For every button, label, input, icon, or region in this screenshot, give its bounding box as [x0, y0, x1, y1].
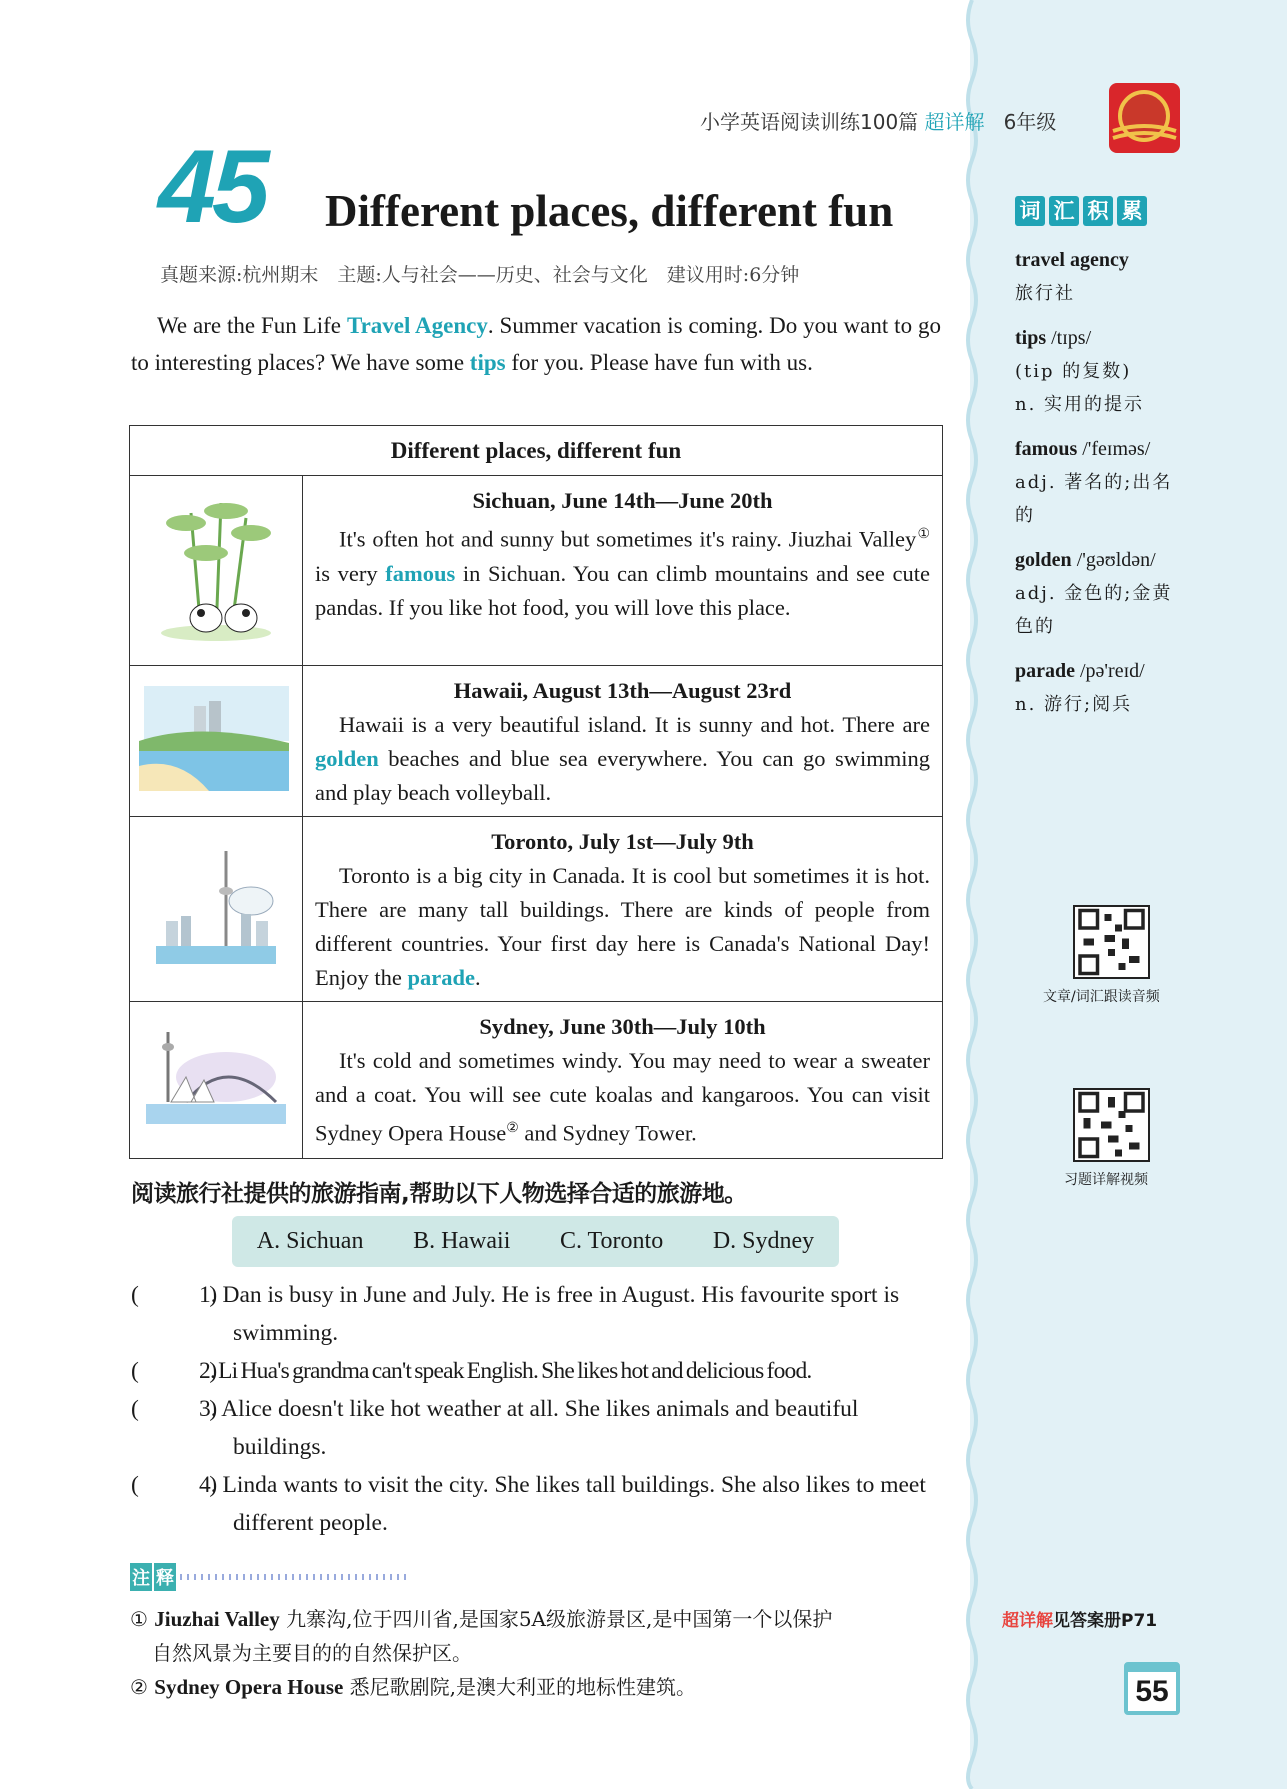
publisher-logo: [1109, 83, 1180, 153]
question-3: ( ) 3. Alice doesn't like hot weather at all. She likes animals and beautiful buildings.: [131, 1390, 943, 1466]
answer-reference: 超详解见答案册P71: [1002, 1611, 1158, 1631]
series-title: 小学英语阅读训练100篇: [700, 110, 919, 134]
sydney-opera-house-image: [130, 1002, 303, 1159]
footnote-marker: ①: [916, 527, 930, 542]
answer-blank[interactable]: ( ): [131, 1472, 218, 1498]
qr-video-caption: 习题详解视频: [1064, 1172, 1148, 1188]
option-c: C. Toronto: [559, 1228, 664, 1254]
keyword: parade: [407, 965, 475, 990]
hawaii-beach-image: [130, 666, 303, 817]
place-description: Hawaii is a very beautiful island. It is sunny and hot. There are golden beaches and blue sea everywhere. You can go swimming and play beach volleyball.: [315, 712, 930, 805]
dotted-rule: [178, 1571, 408, 1583]
answer-blank[interactable]: ( ): [131, 1358, 218, 1384]
vocab-heading: 词 汇 积 累: [1015, 196, 1147, 226]
qr-audio-caption: 文章/词汇跟读音频: [1043, 989, 1160, 1005]
qr-code-video[interactable]: [1073, 1088, 1150, 1162]
answer-blank[interactable]: ( ): [131, 1396, 218, 1422]
place-description: It's often hot and sunny but sometimes it's rainy. Jiuzhai Valley① is very famous in Sichuan. You can climb mountains and see cute pandas. If you like hot food, you will love this place.: [315, 526, 930, 620]
option-a: A. Sichuan: [256, 1228, 364, 1254]
table-row: [130, 1002, 943, 1159]
exercise-instruction: 阅读旅行社提供的旅游指南,帮助以下人物选择合适的旅游地。: [131, 1181, 747, 1207]
qr-code-audio[interactable]: [1073, 905, 1150, 979]
table-row: [130, 817, 943, 1002]
intro-paragraph: We are the Fun Life Travel Agency. Summer vacation is coming. Do you want to go to interesting places? We have some tips for you. Please have fun with us.: [131, 313, 941, 375]
note-1-cont: 自然风景为主要目的的自然保护区。: [152, 1641, 472, 1665]
note-1: ① Jiuzhai Valley 九寨沟,位于四川省,是国家5A级旅游景区,是中国第一个以保护: [130, 1607, 833, 1631]
vocab-entry: golden /'gəʊldən/ adj. 金色的;金黄色的: [1015, 549, 1173, 637]
answer-blank[interactable]: ( ): [131, 1282, 218, 1308]
option-b: B. Hawaii: [413, 1228, 511, 1254]
table-row: [130, 666, 943, 817]
keyword: famous: [385, 560, 456, 586]
question-1: ( ) 1. Dan is busy in June and July. He is free in August. His favourite sport is swimming.: [131, 1276, 943, 1352]
table-header: Different places, different fun: [130, 426, 943, 476]
question-4: ( ) 4. Linda wants to visit the city. She likes tall buildings. She also likes to meet different people.: [131, 1466, 943, 1542]
brand-label: 超详解: [924, 110, 985, 134]
toronto-skyline-image: [130, 817, 303, 1002]
question-2: ( ) 2. Li Hua's grandma can't speak English. She likes hot and delicious food.: [131, 1352, 943, 1390]
lesson-number: 45: [158, 129, 266, 245]
notes-heading: 注 释: [130, 1563, 408, 1591]
book-header: [700, 106, 1056, 135]
keyword: tips: [469, 350, 506, 375]
place-description: It's cold and sometimes windy. You may need to wear a sweater and a coat. You will see cute koalas and kangaroos. You can visit Sydney Opera House② and Sydney Tower.: [315, 1048, 930, 1146]
place-title: Hawaii, August 13th—August 23rd: [453, 678, 792, 703]
place-description: Toronto is a big city in Canada. It is cool but sometimes it is hot. There are many tall buildings. There are kinds of people from different countries. Your first day here is Canada's National Day! Enjoy the parade.: [315, 863, 930, 990]
grade-label: 6年级: [1003, 110, 1057, 134]
places-table: [129, 425, 943, 1159]
wavy-divider: [962, 0, 982, 1789]
vocab-entry: travel agency 旅行社: [1015, 249, 1129, 304]
option-d: D. Sydney: [712, 1228, 815, 1254]
table-row: [130, 476, 943, 666]
place-title: Toronto, July 1st—July 9th: [491, 829, 754, 854]
place-title: Sichuan, June 14th—June 20th: [472, 488, 773, 513]
keyword: Travel Agency: [346, 313, 488, 338]
answer-options: [232, 1216, 839, 1267]
lesson-meta: 真题来源:杭州期末 主题:人与社会——历史、社会与文化 建议用时:6分钟: [160, 264, 800, 286]
note-2: ② Sydney Opera House 悉尼歌剧院,是澳大利亚的地标性建筑。: [130, 1675, 697, 1699]
vocab-list: [1015, 244, 1275, 733]
page-number: 55: [1124, 1662, 1180, 1715]
panda-bamboo-image: [130, 476, 303, 666]
place-title: Sydney, June 30th—July 10th: [479, 1014, 766, 1039]
keyword: golden: [315, 746, 379, 771]
vocab-entry: tips /tɪps/ (tip 的复数) n. 实用的提示: [1015, 327, 1145, 415]
vocab-entry: parade /pə'reɪd/ n. 游行;阅兵: [1015, 660, 1145, 715]
vocab-entry: famous /'feɪməs/ adj. 著名的;出名的: [1015, 438, 1173, 526]
lesson-title: Different places, different fun: [325, 186, 894, 236]
footnote-marker: ②: [506, 1121, 519, 1136]
